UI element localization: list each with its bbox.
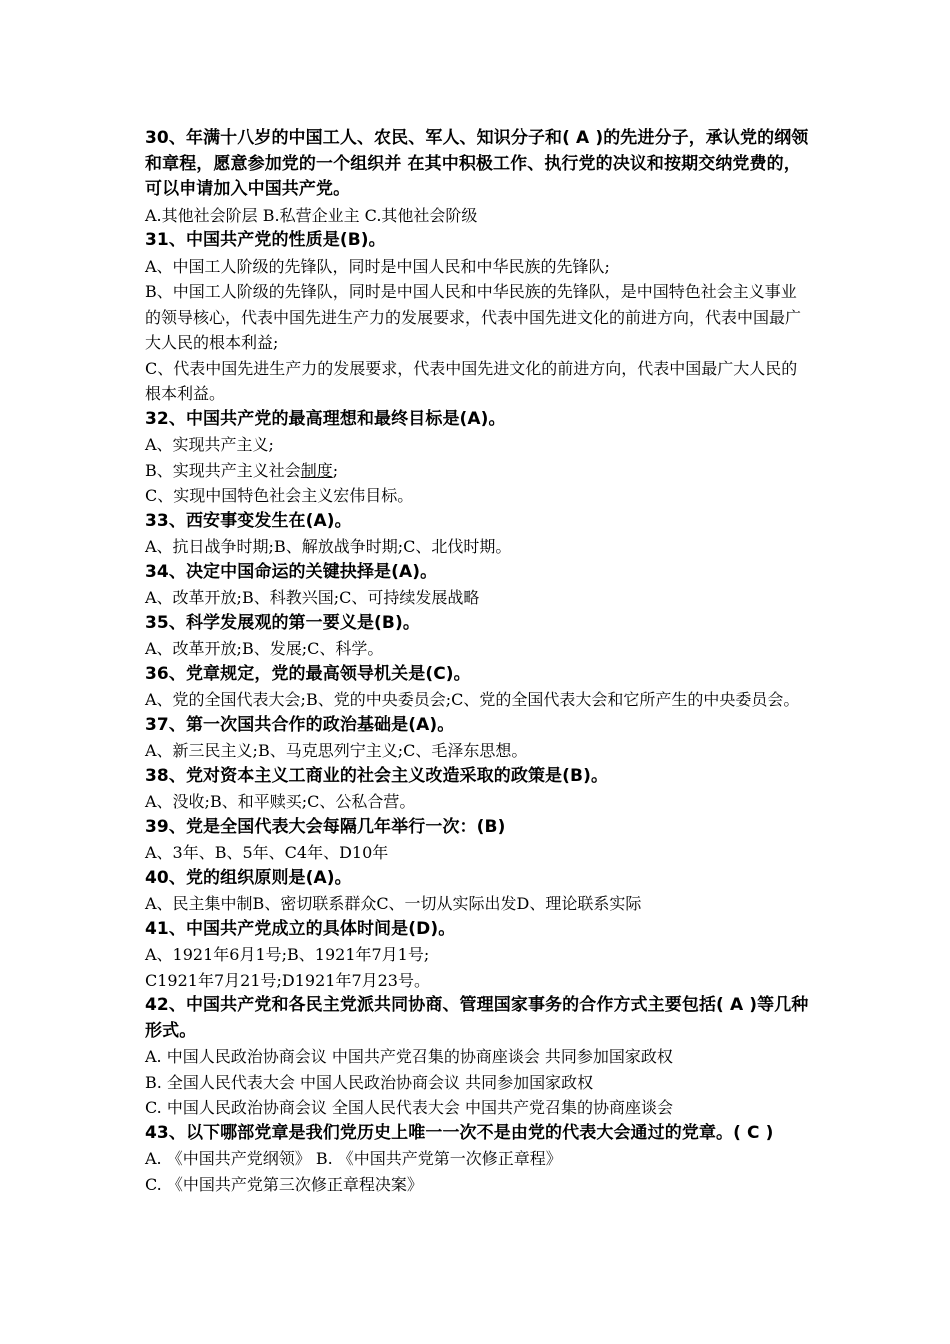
question-text: 30、年满十八岁的中国工人、农民、军人、知识分子和( A )的先进分子，承认党的纲领和章程，愿意参加党的一个组织并 在其中积极工作、执行党的决议和按期交纳党费的，可以申请加入中国共产党。 — [145, 128, 809, 199]
question-text: 32、中国共产党的最高理想和最终目标是(A)。 — [145, 408, 506, 429]
answer-option: A、新三民主义;B、马克思列宁主义;C、毛泽东思想。 — [145, 741, 528, 760]
answer-option: A.其他社会阶层 B.私营企业主 C.其他社会阶级 — [145, 205, 478, 225]
answer-option: A. 中国人民政治协商会议 中国共产党召集的协商座谈会 共同参加国家政权 — [145, 1047, 673, 1066]
question-text: 40、党的组织原则是(A)。 — [145, 867, 352, 888]
answer-option: C、实现中国特色社会主义宏伟目标。 — [145, 486, 414, 505]
answer-option: B、实现共产主义社会制度; — [145, 460, 339, 480]
answer-option: A、改革开放;B、科教兴国;C、可持续发展战略 — [145, 588, 480, 607]
answer-option: B. 全国人民代表大会 中国人民政治协商会议 共同参加国家政权 — [145, 1072, 594, 1092]
answer-option: A、民主集中制B、密切联系群众C、一切从实际出发D、理论联系实际 — [145, 894, 642, 913]
answer-option: A、改革开放;B、发展;C、科学。 — [145, 639, 384, 658]
answer-option: A、1921年6月1号;B、1921年7月1号; — [145, 945, 430, 964]
question-text: 42、中国共产党和各民主党派共同协商、管理国家事务的合作方式主要包括( A )等几种形式。 — [145, 995, 809, 1041]
answer-option: A、中国工人阶级的先锋队，同时是中国人民和中华民族的先锋队; — [145, 256, 610, 276]
question-text: 38、党对资本主义工商业的社会主义改造采取的政策是(B)。 — [145, 765, 609, 786]
answer-option: A、没收;B、和平赎买;C、公私合营。 — [145, 792, 416, 811]
answer-option: B、中国工人阶级的先锋队，同时是中国人民和中华民族的先锋队，是中国特色社会主义事业的领导核心，代表中国先进生产力的发展要求，代表中国先进文化的前进方向，代表中国最广大人民的根本利益; — [145, 282, 802, 352]
question-text: 33、西安事变发生在(A)。 — [145, 510, 352, 531]
question-text: 35、科学发展观的第一要义是(B)。 — [145, 612, 420, 633]
question-text: 36、党章规定，党的最高领导机关是(C)。 — [145, 663, 471, 684]
answer-option: A、党的全国代表大会;B、党的中央委员会;C、党的全国代表大会和它所产生的中央委员会。 — [145, 690, 800, 709]
answer-option: C、代表中国先进生产力的发展要求，代表中国先进文化的前进方向，代表中国最广大人民的根本利益。 — [145, 358, 798, 403]
answer-option: A、实现共产主义; — [145, 435, 274, 454]
question-text: 39、党是全国代表大会每隔几年举行一次：(B) — [145, 816, 506, 837]
question-text: 37、第一次国共合作的政治基础是(A)。 — [145, 714, 455, 735]
answer-option: A. 《中国共产党纲领》 B. 《中国共产党第一次修正章程》 — [145, 1149, 562, 1168]
answer-option: C. 中国人民政治协商会议 全国人民代表大会 中国共产党召集的协商座谈会 — [145, 1098, 674, 1117]
answer-option: A、3年、B、5年、C4年、D10年 — [145, 843, 389, 862]
question-text: 34、决定中国命运的关键抉择是(A)。 — [145, 561, 438, 582]
document-body — [145, 126, 810, 1197]
question-text: 43、以下哪部党章是我们党历史上唯一一次不是由党的代表大会通过的党章。( C ) — [145, 1122, 774, 1143]
answer-option: C. 《中国共产党第三次修正章程决案》 — [145, 1174, 423, 1194]
answer-option: C1921年7月21号;D1921年7月23号。 — [145, 970, 430, 990]
question-text: 31、中国共产党的性质是(B)。 — [145, 230, 386, 250]
answer-option: A、抗日战争时期;B、解放战争时期;C、北伐时期。 — [145, 537, 512, 556]
question-text: 41、中国共产党成立的具体时间是(D)。 — [145, 918, 456, 939]
underlined-text: 制度 — [300, 460, 333, 480]
